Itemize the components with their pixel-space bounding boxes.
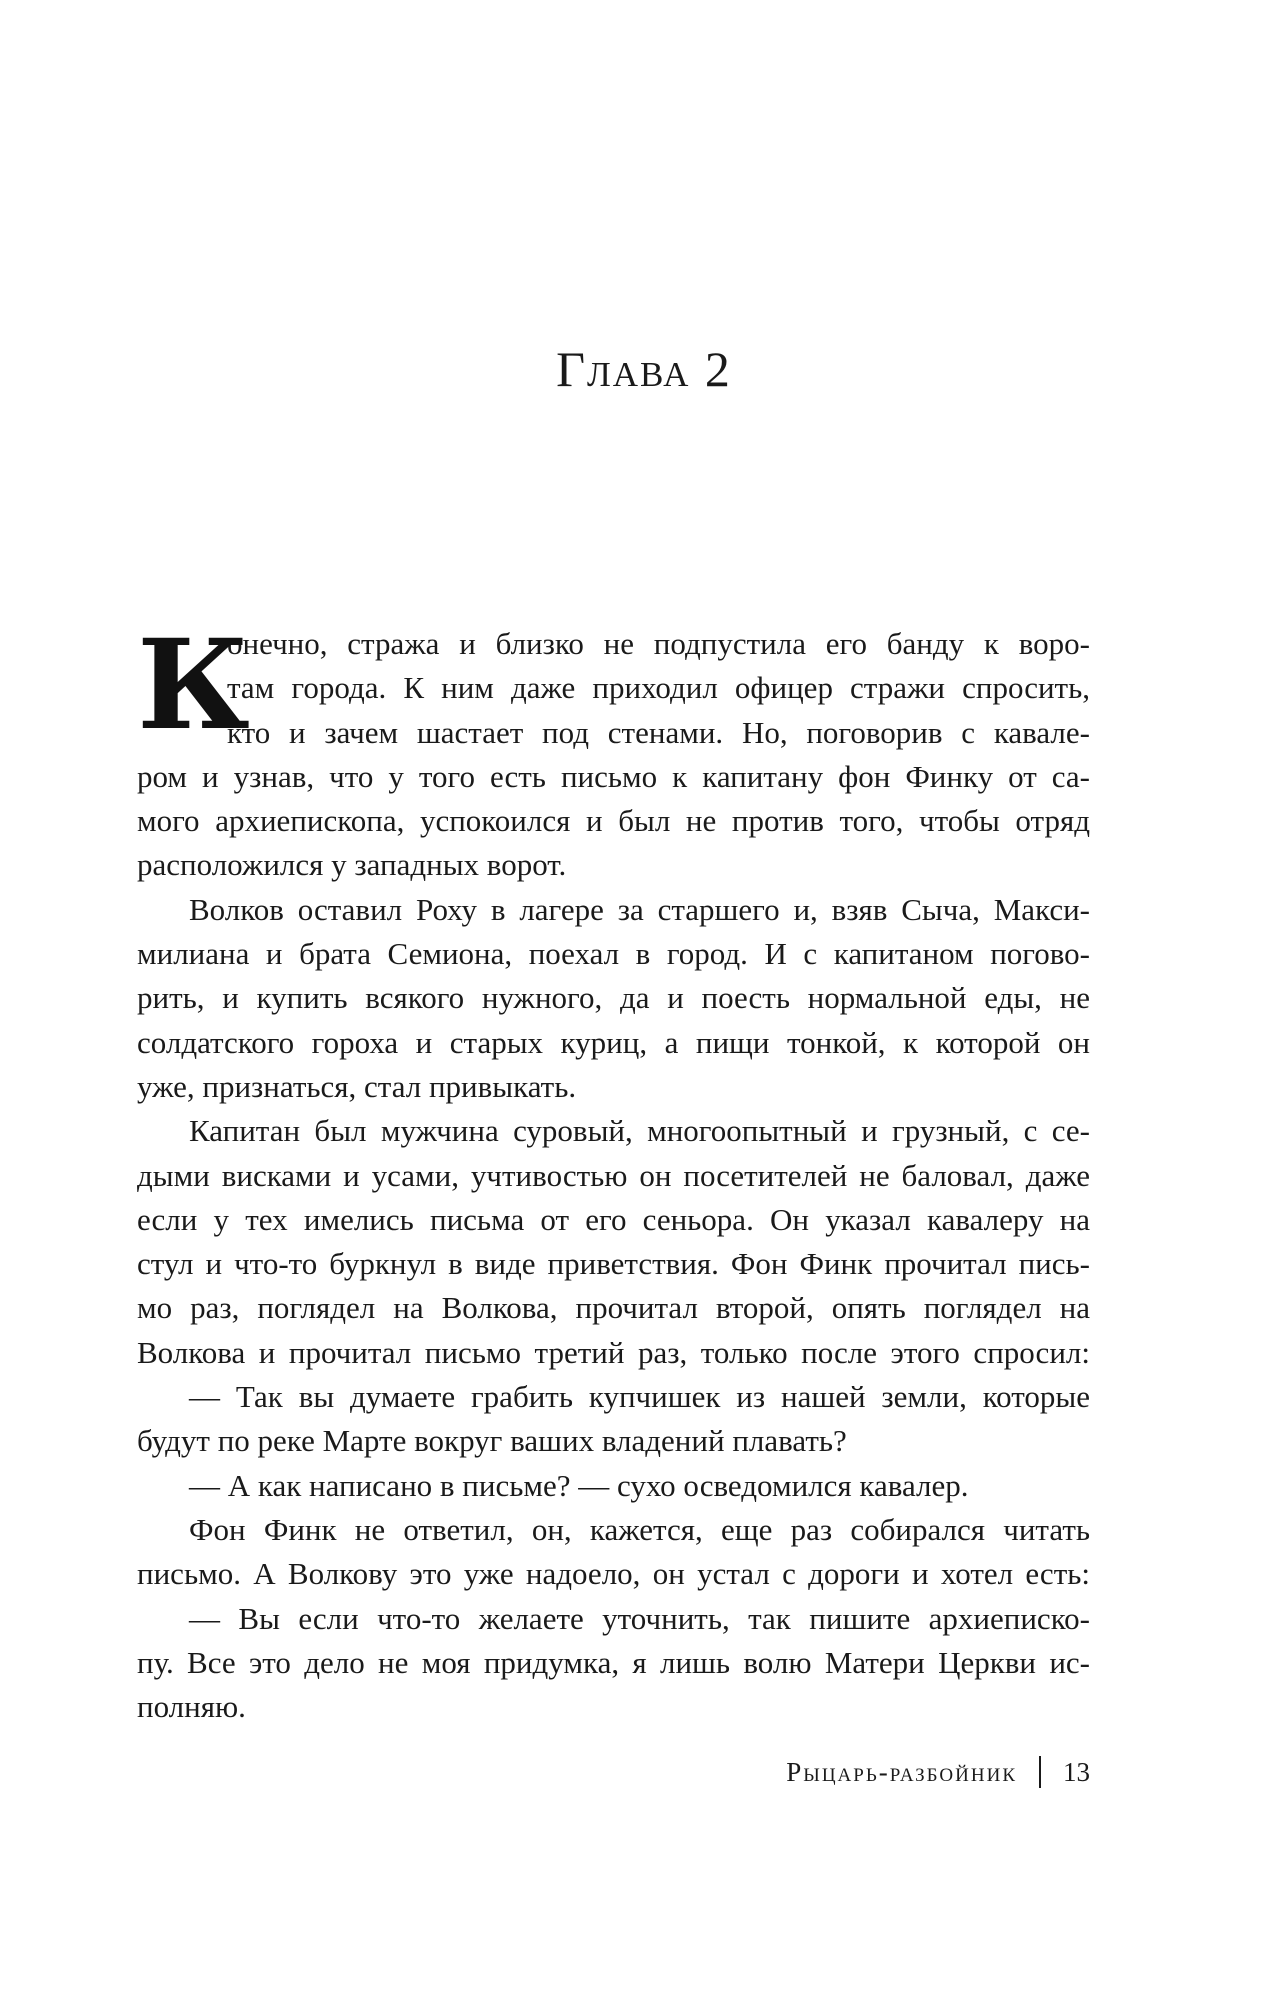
chapter-title: Глава 2 bbox=[556, 341, 732, 397]
text-line: — А как написано в письме? — сухо осведомился кавалер. bbox=[189, 1467, 969, 1503]
text-line: милиана и брата Семиона, поехал в город. И с капитаном погово- bbox=[137, 936, 1090, 972]
text-line: Фон Финк не ответил, он, кажется, еще раз собирался читать bbox=[189, 1511, 1090, 1547]
text-line: Капитан был мужчина суровый, многоопытный и грузный, с се- bbox=[189, 1113, 1090, 1149]
text-line: — Вы если что-то желаете уточнить, так пишите архиеписко- bbox=[189, 1600, 1090, 1636]
footer-divider bbox=[1039, 1756, 1041, 1788]
text-line: расположился у западных ворот. bbox=[137, 847, 567, 883]
page-footer bbox=[786, 1756, 1090, 1788]
text-line: будут по реке Марте вокруг ваших владений плавать? bbox=[137, 1423, 847, 1459]
text-line: мо раз, поглядел на Волкова, прочитал второй, опять поглядел на bbox=[137, 1290, 1090, 1326]
text-line: уже, признаться, стал привыкать. bbox=[137, 1068, 577, 1104]
drop-cap: К bbox=[137, 613, 250, 758]
text-line: письмо. А Волкову это уже надоело, он устал с дороги и хотел есть: bbox=[137, 1556, 1090, 1592]
text-line: онечно, стража и близко не подпустила его банду к воро- bbox=[227, 626, 1090, 661]
text-line: пу. Все это дело не моя придумка, я лишь волю Матери Церкви ис- bbox=[137, 1644, 1090, 1680]
body-text bbox=[137, 613, 1090, 1729]
text-line: рить, и купить всякого нужного, да и поесть нормальной еды, не bbox=[137, 980, 1090, 1016]
text-line: кто и зачем шастает под стенами. Но, поговорив с кавале- bbox=[227, 714, 1090, 750]
text-line: мого архиепископа, успокоился и был не против того, чтобы отряд bbox=[137, 803, 1090, 839]
page-number: 13 bbox=[1063, 1756, 1090, 1787]
text-line: Волков оставил Роху в лагере за старшего и, взяв Сыча, Макси- bbox=[189, 891, 1090, 927]
text-line: Волкова и прочитал письмо третий раз, только после этого спросил: bbox=[137, 1334, 1090, 1370]
text-line: ром и узнав, что у того есть письмо к капитану фон Финку от са- bbox=[137, 758, 1090, 794]
text-line: дыми висками и усами, учтивостью он посетителей не баловал, даже bbox=[137, 1157, 1090, 1193]
text-line: полняю. bbox=[137, 1689, 246, 1725]
text-line: если у тех имелись письма от его сеньора. Он указал кавалеру на bbox=[137, 1201, 1090, 1237]
text-line: там города. К ним даже приходил офицер стражи спросить, bbox=[227, 670, 1090, 706]
text-line: стул и что-то буркнул в виде приветствия. Фон Финк прочитал пись- bbox=[137, 1246, 1090, 1282]
text-line: — Так вы думаете грабить купчишек из нашей земли, которые bbox=[189, 1379, 1090, 1415]
running-title: Рыцарь-разбойник bbox=[786, 1756, 1017, 1787]
text-line: солдатского гороха и старых куриц, а пищи тонкой, к которой он bbox=[137, 1024, 1090, 1060]
